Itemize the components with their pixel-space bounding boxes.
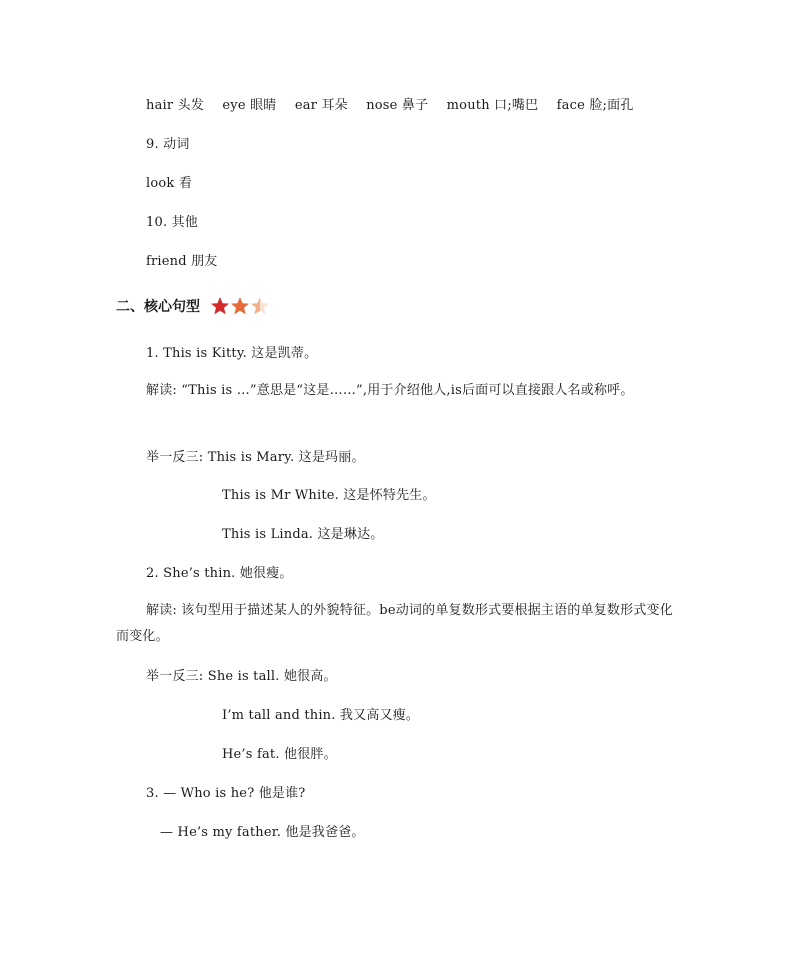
- section-10-word: friend 朋友: [146, 254, 218, 269]
- vocab-item: nose 鼻子: [366, 98, 429, 113]
- star-full-icon: [230, 296, 250, 316]
- heading-text: 二、核心句型: [116, 299, 200, 315]
- core-sentence-heading: [116, 294, 270, 318]
- vocab-item: face 脸;面孔: [556, 98, 634, 113]
- section-9-word: look 看: [146, 176, 193, 191]
- sentence-1-explanation: 解读: “This is …”意思是“这是……”,用于介绍他人,is后面可以直接跟人名或称呼。: [146, 383, 634, 398]
- sentence-2-example-1: 举一反三: She is tall. 她很高。: [146, 669, 337, 684]
- vocab-item: hair 头发: [146, 98, 205, 113]
- sentence-1-example-3: This is Linda. 这是琳达。: [222, 527, 384, 542]
- vocab-body-line: [146, 97, 634, 115]
- sentence-2-example-3: He’s fat. 他很胖。: [222, 747, 337, 762]
- section-10-title: 10. 其他: [146, 215, 199, 230]
- vocab-item: ear 耳朵: [294, 98, 348, 113]
- sentence-2-example-2: I’m tall and thin. 我又高又瘦。: [222, 708, 420, 723]
- sentence-3-question: 3. — Who is he? 他是谁?: [146, 786, 306, 801]
- star-full-icon: [210, 296, 230, 316]
- sentence-1-example-1: 举一反三: This is Mary. 这是玛丽。: [146, 450, 365, 465]
- sentence-2: 2. She’s thin. 她很瘦。: [146, 566, 293, 581]
- vocab-item: eye 眼睛: [222, 98, 277, 113]
- vocab-item: mouth 口;嘴巴: [446, 98, 539, 113]
- sentence-1: 1. This is Kitty. 这是凯蒂。: [146, 346, 318, 361]
- sentence-3-answer: — He’s my father. 他是我爸爸。: [160, 825, 365, 840]
- sentence-1-example-2: This is Mr White. 这是怀特先生。: [222, 488, 436, 503]
- section-9-title: 9. 动词: [146, 137, 190, 152]
- examples-label: 举一反三:: [146, 450, 208, 465]
- difficulty-stars: [210, 296, 270, 316]
- star-half-icon: [250, 296, 270, 316]
- examples-label: 举一反三:: [146, 669, 208, 684]
- sentence-2-explanation: 解读: 该句型用于描述某人的外貌特征。be动词的单复数形式要根据主语的单复数形式变化而变化。: [116, 603, 673, 644]
